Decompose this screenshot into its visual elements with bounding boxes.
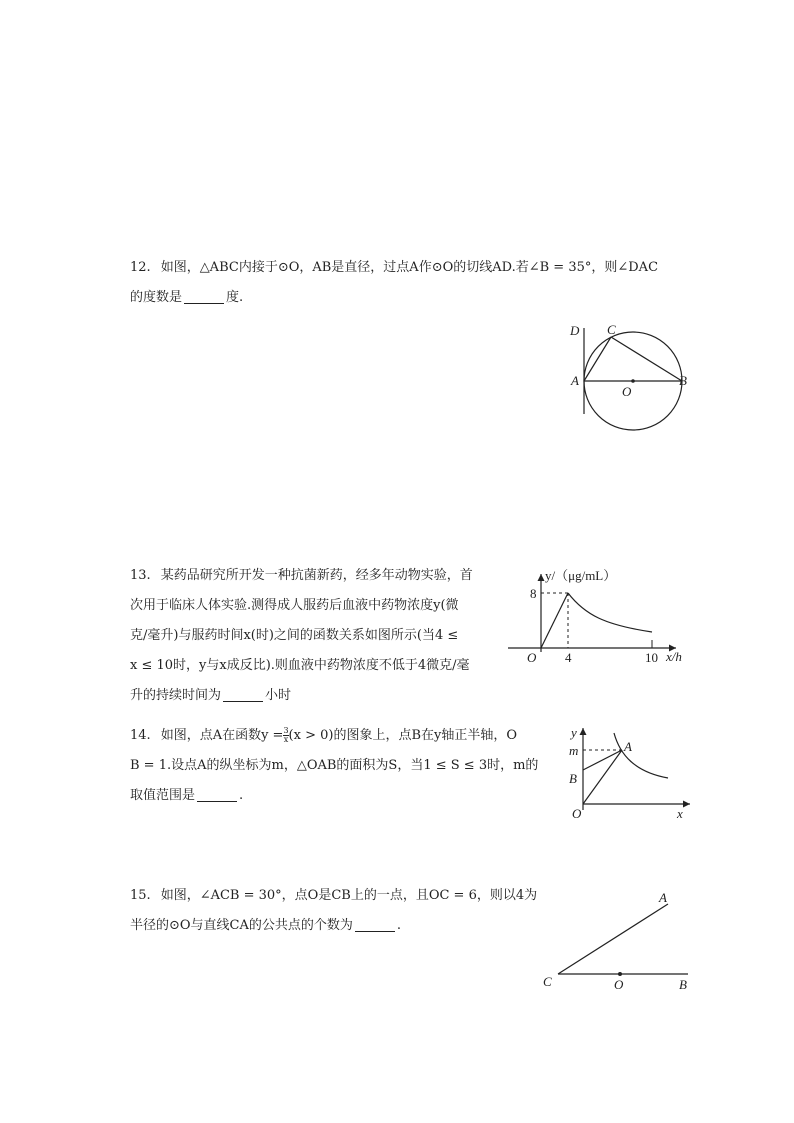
question-text: 如图，点A在函数y = [160, 728, 284, 743]
question-number: 15. [130, 888, 151, 903]
x-tick-4: 4 [565, 650, 572, 665]
question-14-line-2: B = 1.设点A的纵坐标为m，△OAB的面积为S，当1 ≤ S ≤ 3时，m的 [130, 758, 539, 773]
question-text: . [239, 788, 244, 803]
question-text: . [396, 918, 402, 933]
question-text: 如图，∠ACB = 30°，点O是CB上的一点，且OC = 6，则以4为 [160, 888, 538, 903]
question-text: 半径的⊙O与直线CA的公共点的个数为 [130, 918, 353, 933]
label-b: B [569, 771, 577, 786]
question-text: 度. [226, 290, 244, 305]
y-axis-label: y/（μg/mL） [545, 568, 617, 583]
question-text: 某药品研究所开发一种抗菌新药，经多年动物实验，首 [160, 568, 473, 583]
label-b: B [679, 373, 687, 388]
label-c: C [607, 322, 616, 337]
label-a: A [624, 739, 632, 754]
question-text: 小时 [265, 688, 292, 703]
x-axis-label: x/h [666, 649, 682, 664]
question-text: 的度数是 [130, 290, 183, 305]
label-a: A [571, 373, 579, 388]
label-y: y [571, 725, 577, 740]
x-tick-10: 10 [645, 650, 658, 665]
point-o [618, 972, 622, 976]
label-x: x [677, 806, 683, 821]
label-b: B [679, 977, 687, 992]
fraction-denominator: x [283, 735, 289, 744]
label-m: m [569, 743, 579, 758]
question-text: 升的持续时间为 [130, 688, 222, 703]
label-o: O [622, 384, 632, 399]
label-o: O [614, 977, 624, 992]
question-text: 取值范围是 [130, 788, 196, 803]
question-number: 13. [130, 568, 151, 583]
question-text: (x > 0)的图象上，点B在y轴正半轴，O [288, 728, 518, 743]
label-c: C [543, 974, 552, 989]
label-a: A [659, 890, 667, 905]
question-13-line-4: x ≤ 10时，y与x成反比).则血液中药物浓度不低于4微克/毫 [130, 658, 470, 673]
origin-label: O [527, 650, 537, 665]
label-o: O [572, 806, 582, 821]
question-number: 12. [130, 260, 151, 275]
question-number: 14. [130, 728, 151, 743]
question-13-line-3: 克/毫升)与服药时间x(时)之间的函数关系如图所示(当4 ≤ [130, 628, 459, 643]
label-d: D [570, 323, 580, 338]
y-tick-8: 8 [530, 586, 537, 601]
fraction-numerator: 3 [283, 726, 289, 735]
question-text: 如图，△ABC内接于⊙O，AB是直径，过点A作⊙O的切线AD.若∠B = 35°，则∠DAC [160, 260, 659, 275]
question-13-line-2: 次用于临床人体实验.测得成人服药后血液中药物浓度y(微 [130, 598, 459, 613]
ray-ca [558, 904, 668, 974]
